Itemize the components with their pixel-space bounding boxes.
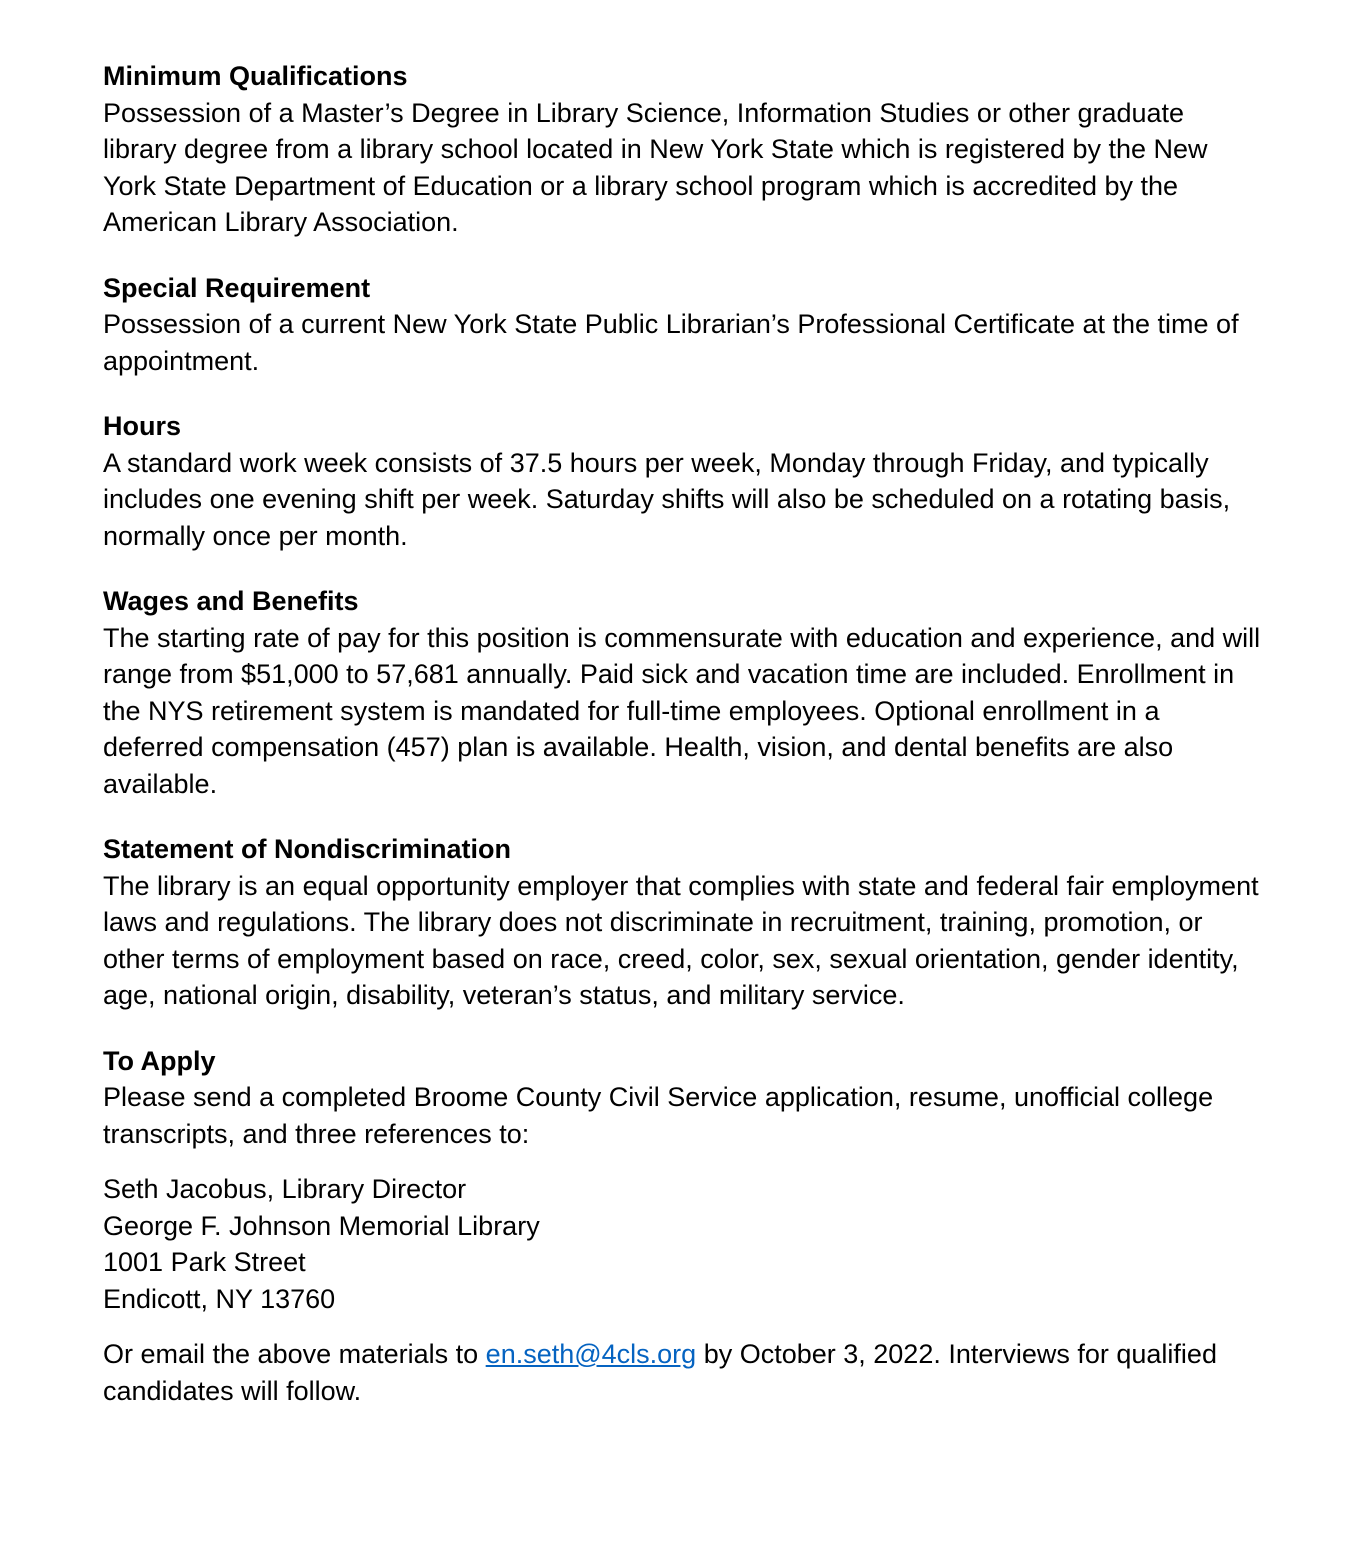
section-hours [103, 408, 1263, 554]
section-heading: Minimum Qualifications [103, 61, 408, 91]
email-instruction [103, 1336, 1263, 1409]
section-wages-benefits [103, 583, 1263, 802]
section-heading: Hours [103, 411, 182, 441]
section-body: The starting rate of pay for this position is commensurate with education and experience, and will range from $51,000 to 57,681 annually. Paid sick and vacation time are included. Enrollment in the NYS retirement system is mandated for full-time employees. Optional enrollment in a deferred compensation (457) plan is available. Health, vision, and dental benefits are also available. [103, 622, 1261, 799]
document-page [103, 58, 1263, 1438]
email-suffix-text: by October 3, 2022. Interviews for qualified candidates will follow. [103, 1339, 1217, 1406]
email-link[interactable]: en.seth@4cls.org [485, 1339, 697, 1369]
address-line-name: Seth Jacobus, Library Director [103, 1174, 467, 1204]
section-to-apply [103, 1043, 1263, 1410]
address-line-library: George F. Johnson Memorial Library [103, 1210, 540, 1241]
section-heading: Wages and Benefits [103, 586, 359, 616]
address-line-city: Endicott, NY 13760 [103, 1283, 336, 1314]
section-special-requirement [103, 270, 1263, 380]
section-body: Possession of a current New York State Public Librarian’s Professional Certificate at the time of appointment. [103, 309, 1239, 376]
section-body: A standard work week consists of 37.5 hours per week, Monday through Friday, and typically includes one evening shift per week. Saturday shifts will also be scheduled on a rotating basis, normally once per month. [103, 447, 1231, 551]
section-heading: Statement of Nondiscrimination [103, 834, 512, 864]
section-nondiscrimination [103, 831, 1263, 1014]
section-heading: To Apply [103, 1045, 216, 1076]
section-minimum-qualifications [103, 58, 1263, 241]
section-body: Please send a completed Broome County Civil Service application, resume, unofficial college transcripts, and three references to: [103, 1082, 1214, 1149]
section-body: Possession of a Master’s Degree in Library Science, Information Studies or other graduate library degree from a library school located in New York State which is registered by the New York State Department of Education or a library school program which is accredited by the American Library Association. [103, 97, 1208, 237]
section-heading: Special Requirement [103, 272, 371, 303]
section-body: The library is an equal opportunity employer that complies with state and federal fair employment laws and regulations. The library does not discriminate in recruitment, training, promotion, or other terms of employment based on race, creed, color, sex, sexual orientation, gender identity, age, national origin, disability, veteran’s status, and military service. [103, 870, 1259, 1010]
email-prefix-text: Or email the above materials to [103, 1339, 486, 1369]
mailing-address [103, 1171, 1263, 1317]
address-line-street: 1001 Park Street [103, 1247, 306, 1277]
